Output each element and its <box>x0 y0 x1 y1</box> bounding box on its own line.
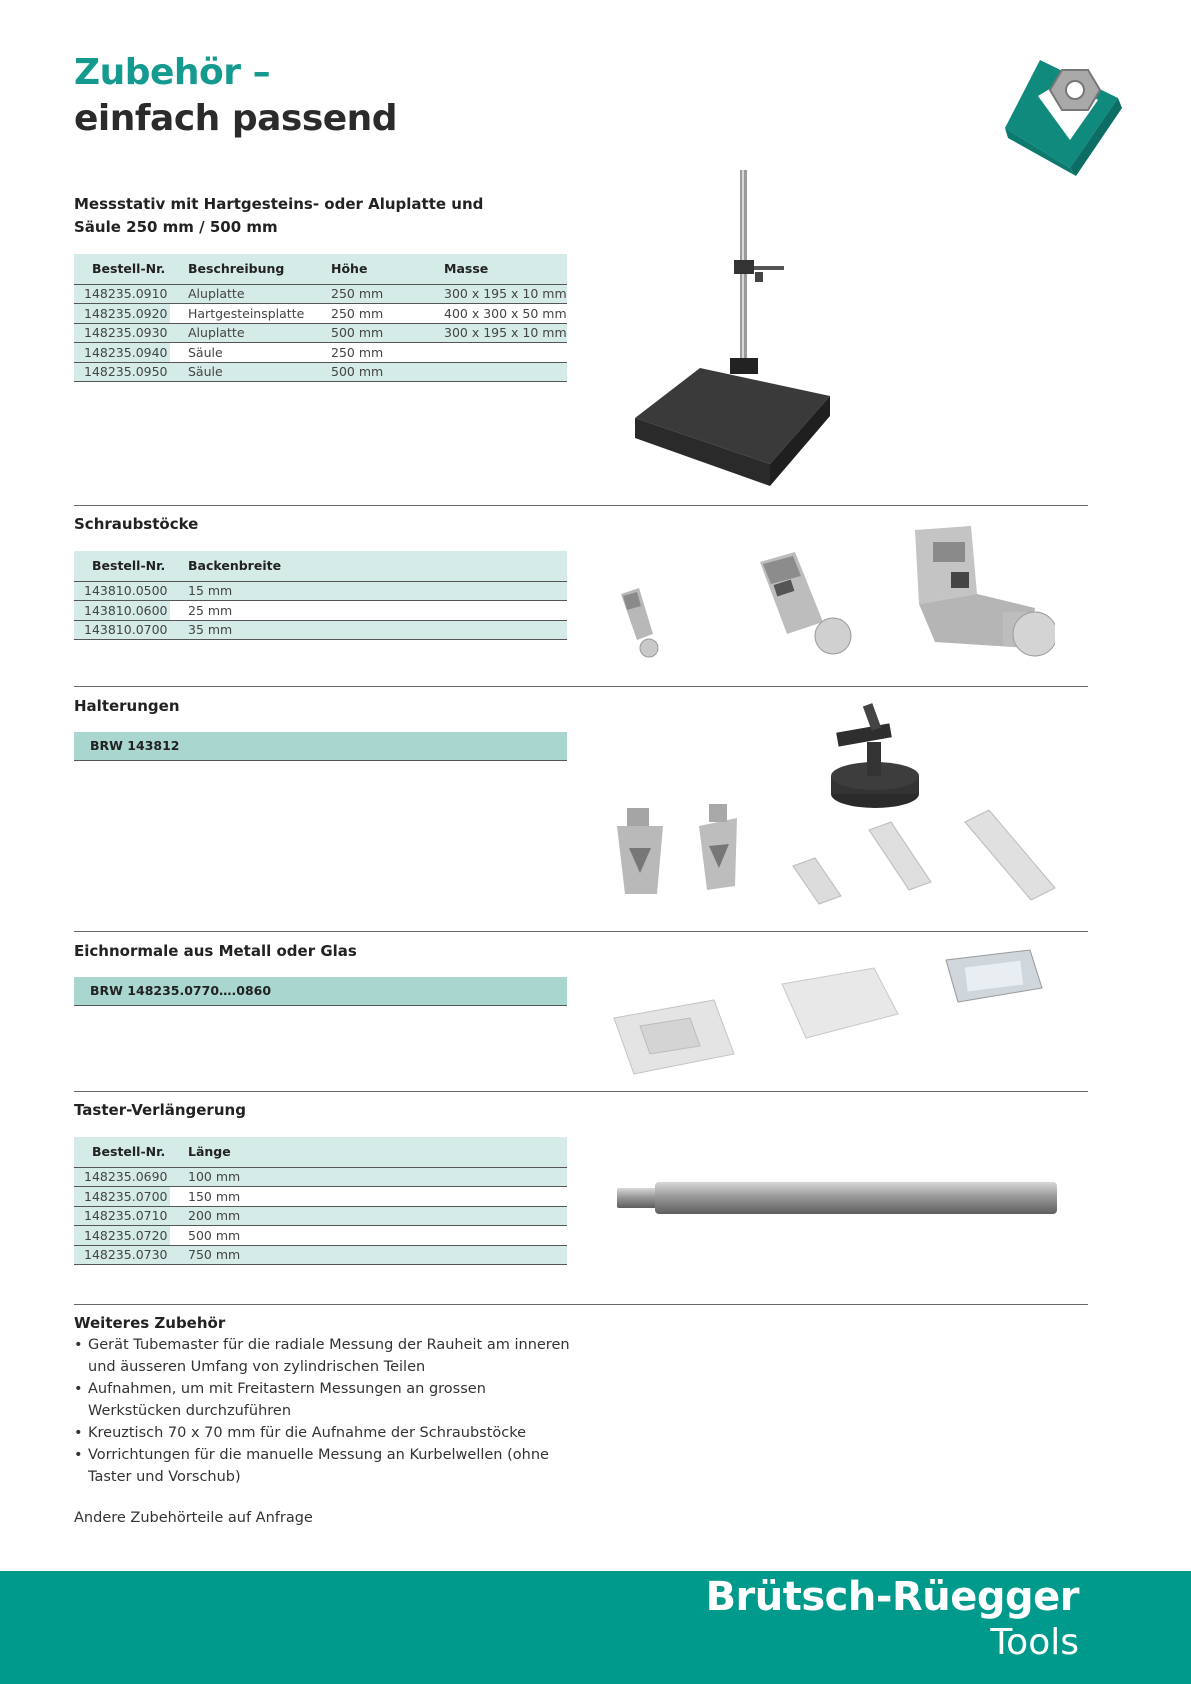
table-row <box>74 1167 567 1187</box>
table-cell: 300 x 195 x 10 mm <box>426 323 567 343</box>
extension-heading: Taster-Verlängerung <box>74 1101 246 1119</box>
extension-table <box>74 1137 567 1265</box>
column-header: Höhe <box>313 254 426 284</box>
table-cell: 148235.0730 <box>74 1245 170 1265</box>
table-cell: 148235.0690 <box>74 1167 170 1187</box>
table-cell: 143810.0600 <box>74 601 170 621</box>
table-cell: 148235.0710 <box>74 1206 170 1226</box>
table-cell <box>426 343 567 363</box>
table-cell <box>426 362 567 382</box>
table-cell: 250 mm <box>313 343 426 363</box>
table-row <box>74 323 567 343</box>
holders-image <box>605 698 1065 918</box>
section-divider <box>74 1304 1088 1305</box>
table-cell: Aluplatte <box>170 284 313 304</box>
table-cell: 250 mm <box>313 284 426 304</box>
standards-reference: BRW 148235.0770….0860 <box>74 977 567 1006</box>
table-cell: 148235.0920 <box>74 304 170 324</box>
table-cell: 25 mm <box>170 601 567 621</box>
vises-heading: Schraubstöcke <box>74 515 199 533</box>
column-header: Backenbreite <box>170 551 567 581</box>
column-header: Länge <box>170 1137 567 1167</box>
company-logo <box>1000 58 1125 178</box>
table-cell: Hartgesteinsplatte <box>170 304 313 324</box>
table-cell: 148235.0910 <box>74 284 170 304</box>
stand-table <box>74 254 567 382</box>
table-row <box>74 601 567 621</box>
table-cell: 148235.0950 <box>74 362 170 382</box>
brand-name: Brütsch-Rüegger <box>705 1574 1079 1620</box>
section-divider <box>74 686 1088 687</box>
list-item: • Vorrichtungen für die manuelle Messung an Kurbelwellen (ohne Taster und Vorschub) <box>74 1444 574 1488</box>
column-header: Bestell-Nr. <box>74 254 170 284</box>
table-cell: Aluplatte <box>170 323 313 343</box>
measuring-stand-image <box>630 168 840 488</box>
table-cell: 15 mm <box>170 581 567 601</box>
table-cell: 500 mm <box>313 362 426 382</box>
brand-subtitle: Tools <box>990 1622 1079 1663</box>
table-cell: Säule <box>170 362 313 382</box>
table-cell: 143810.0500 <box>74 581 170 601</box>
table-row <box>74 284 567 304</box>
page-title-line1: Zubehör – <box>74 52 271 93</box>
vises-image <box>615 522 1055 662</box>
section-divider <box>74 505 1088 506</box>
table-row <box>74 343 567 363</box>
stand-heading-line1: Messstativ mit Hartgesteins- oder Aluplatte und <box>74 195 484 213</box>
table-cell: Säule <box>170 343 313 363</box>
section-divider <box>74 931 1088 932</box>
more-heading: Weiteres Zubehör <box>74 1314 226 1332</box>
table-row <box>74 1206 567 1226</box>
table-cell: 35 mm <box>170 620 567 640</box>
table-row <box>74 1226 567 1246</box>
section-divider <box>74 1091 1088 1092</box>
table-row <box>74 362 567 382</box>
list-item: • Kreuztisch 70 x 70 mm für die Aufnahme der Schraubstöcke <box>74 1422 574 1444</box>
vises-table <box>74 551 567 640</box>
table-cell: 750 mm <box>170 1245 567 1265</box>
table-row <box>74 1245 567 1265</box>
table-row <box>74 1187 567 1207</box>
table-cell: 300 x 195 x 10 mm <box>426 284 567 304</box>
accessory-list <box>74 1334 574 1488</box>
holders-reference: BRW 143812 <box>74 732 567 761</box>
table-cell: 148235.0940 <box>74 343 170 363</box>
probe-extension-image <box>615 1178 1060 1218</box>
table-cell: 200 mm <box>170 1206 567 1226</box>
holders-heading: Halterungen <box>74 697 180 715</box>
table-cell: 150 mm <box>170 1187 567 1207</box>
column-header: Bestell-Nr. <box>74 1137 170 1167</box>
list-item: • Gerät Tubemaster für die radiale Messung der Rauheit am inneren und äusseren Umfang von zylindrischen Teilen <box>74 1334 574 1378</box>
table-cell: 148235.0720 <box>74 1226 170 1246</box>
page-title-line2: einfach passend <box>74 98 398 139</box>
footnote: Andere Zubehörteile auf Anfrage <box>74 1510 313 1526</box>
column-header: Masse <box>426 254 567 284</box>
calibration-standards-image <box>610 944 1050 1079</box>
column-header: Bestell-Nr. <box>74 551 170 581</box>
table-cell: 500 mm <box>313 323 426 343</box>
table-row <box>74 620 567 640</box>
table-cell: 143810.0700 <box>74 620 170 640</box>
table-cell: 148235.0930 <box>74 323 170 343</box>
table-cell: 250 mm <box>313 304 426 324</box>
table-cell: 100 mm <box>170 1167 567 1187</box>
table-cell: 500 mm <box>170 1226 567 1246</box>
list-item: • Aufnahmen, um mit Freitastern Messungen an grossen Werkstücken durchzuführen <box>74 1378 574 1422</box>
table-cell: 400 x 300 x 50 mm <box>426 304 567 324</box>
table-cell: 148235.0700 <box>74 1187 170 1207</box>
column-header: Beschreibung <box>170 254 313 284</box>
stand-heading-line2: Säule 250 mm / 500 mm <box>74 218 278 236</box>
standards-heading: Eichnormale aus Metall oder Glas <box>74 942 357 960</box>
table-row <box>74 304 567 324</box>
table-row <box>74 581 567 601</box>
